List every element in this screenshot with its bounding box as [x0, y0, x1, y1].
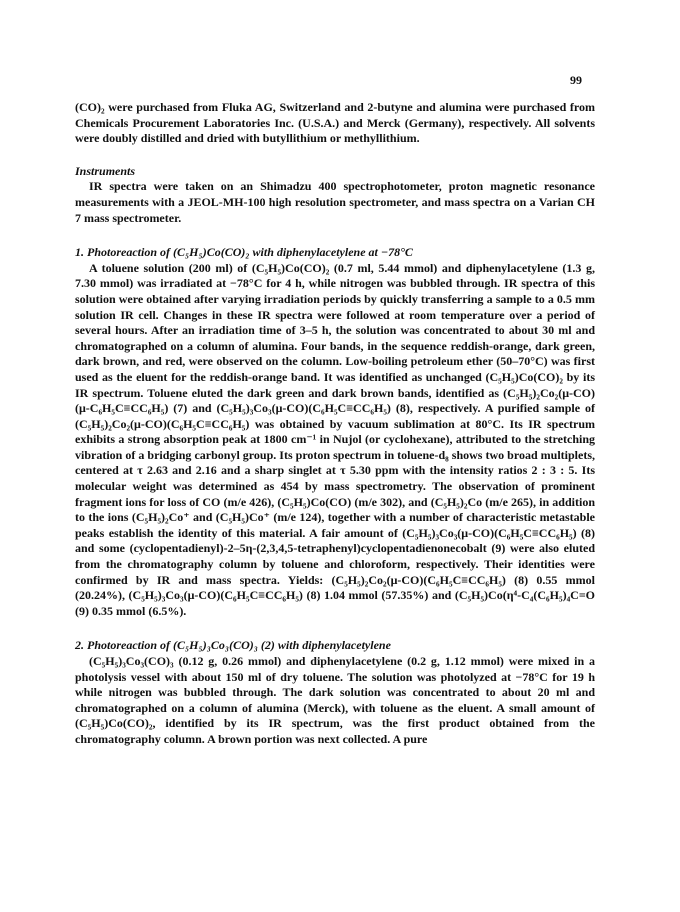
intro-paragraph: (CO)₂ were purchased from Fluka AG, Switzerland and 2-butyne and alumina were purchased from Chemicals Procurement Laboratories Inc. (U.S.A.) and Merck (Germany), respectively. All solvents were doubly distilled and dried with butyllithium or methyllithium.	[75, 100, 595, 146]
section-2-heading: 2. Photoreaction of (C₅H₅)₃Co₃(CO)₃ (2) with diphenylacetylene	[75, 638, 391, 653]
instruments-paragraph: IR spectra were taken on an Shimadzu 400 spectrophotometer, proton magnetic resonance measurements with a JEOL-MH-100 high resolution spectrometer, and mass spectra on a Varian CH 7 mass spectrometer.	[75, 179, 595, 225]
section-1-paragraph: A toluene solution (200 ml) of (C₅H₅)Co(CO)₂ (0.7 ml, 5.44 mmol) and diphenylacetylene (1.3 g, 7.30 mmol) was irradiated at −78°C for 4 h, while nitrogen was bubbled through. IR spectra of this solution were obtained after varying irradiation periods by quickly transferring a sample to a 0.5 mm solution IR cell. Changes in these IR spectra were followed at room temperature over a period of several hours. After an irradiation time of 3–5 h, the solution was concentrated to about 30 ml and chromatographed on a column of alumina. Four bands, in the sequence reddish-orange, dark green, dark brown, and red, were observed on the column. Low-boiling petroleum ether (50–70°C) was first used as the eluent for the reddish-orange band. It was identified as unchanged (C₅H₅)Co(CO)₂ by its IR spectrum. Toluene eluted the dark green and dark brown bands, identified as (C₅H₅)₂Co₂(μ-CO)(μ-C₆H₅C≡CC₆H₅) (7) and (C₅H₅)₃Co₃(μ-CO)(C₆H₅C≡CC₆H₅) (8), respectively. A purified sample of (C₅H₅)₂Co₂(μ-CO)(C₆H₅C≡CC₆H₅) was obtained by vacuum sublimation at 80°C. Its IR spectrum exhibits a strong absorption peak at 1800 cm⁻¹ in Nujol (or cyclohexane), attributed to the stretching vibration of a bridging carbonyl group. Its proton spectrum in toluene-d₈ shows two broad multiplets, centered at τ 2.63 and 2.16 and a sharp singlet at τ 5.30 ppm with the intensity ratios 2 : 3 : 5. Its molecular weight was determined as 454 by mass spectrometry. The observation of prominent fragment ions for loss of CO (m/e 426), (C₅H₅)Co(CO) (m/e 302), and (C₅H₅)₂Co (m/e 265), in addition to the ions (C₅H₅)₂Co⁺ and (C₅H₅)Co⁺ (m/e 124), together with a number of characteristic metastable peaks establish the identity of this material. A fair amount of (C₅H₅)₃Co₃(μ-CO)(C₆H₅C≡CC₆H₅) (8) and some (cyclopentadienyl)-2–5η-(2,3,4,5-tetraphenyl)cyclopentadienonecobalt (9) were also eluted from the chromatography column by toluene and chloroform, respectively. Their identities were confirmed by IR and mass spectra. Yields: (C₅H₅)₂Co₂(μ-CO)(C₆H₅C≡CC₆H₅) (8) 0.55 mmol (20.24%), (C₅H₅)₃Co₃(μ-CO)(C₆H₅C≡CC₆H₅) (8) 1.04 mmol (57.35%) and (C₅H₅)Co(η⁴-C₄(C₆H₅)₄C=O (9) 0.35 mmol (6.5%).	[75, 260, 595, 618]
section-1-heading: 1. Photoreaction of (C₅H₅)Co(CO)₂ with diphenylacetylene at −78°C	[75, 245, 413, 260]
article-body	[75, 100, 595, 748]
page-number: 99	[570, 73, 582, 87]
instruments-heading: Instruments	[75, 163, 136, 178]
section-2-paragraph: (C₅H₅)₃Co₃(CO)₃ (0.12 g, 0.26 mmol) and diphenylacetylene (0.2 g, 1.12 mmol) were mixed in a photolysis vessel with about 150 ml of dry toluene. The solution was photolyzed at −78°C for 19 h while nitrogen was bubbled through. The dark solution was concentrated to about 20 ml and chromatographed on a column of alumina (Merck), with toluene as the eluent. A small amount of (C₅H₅)Co(CO)₂, identified by its IR spectrum, was the first product obtained from the chromatography column. A brown portion was next collected. A pure	[75, 654, 595, 746]
